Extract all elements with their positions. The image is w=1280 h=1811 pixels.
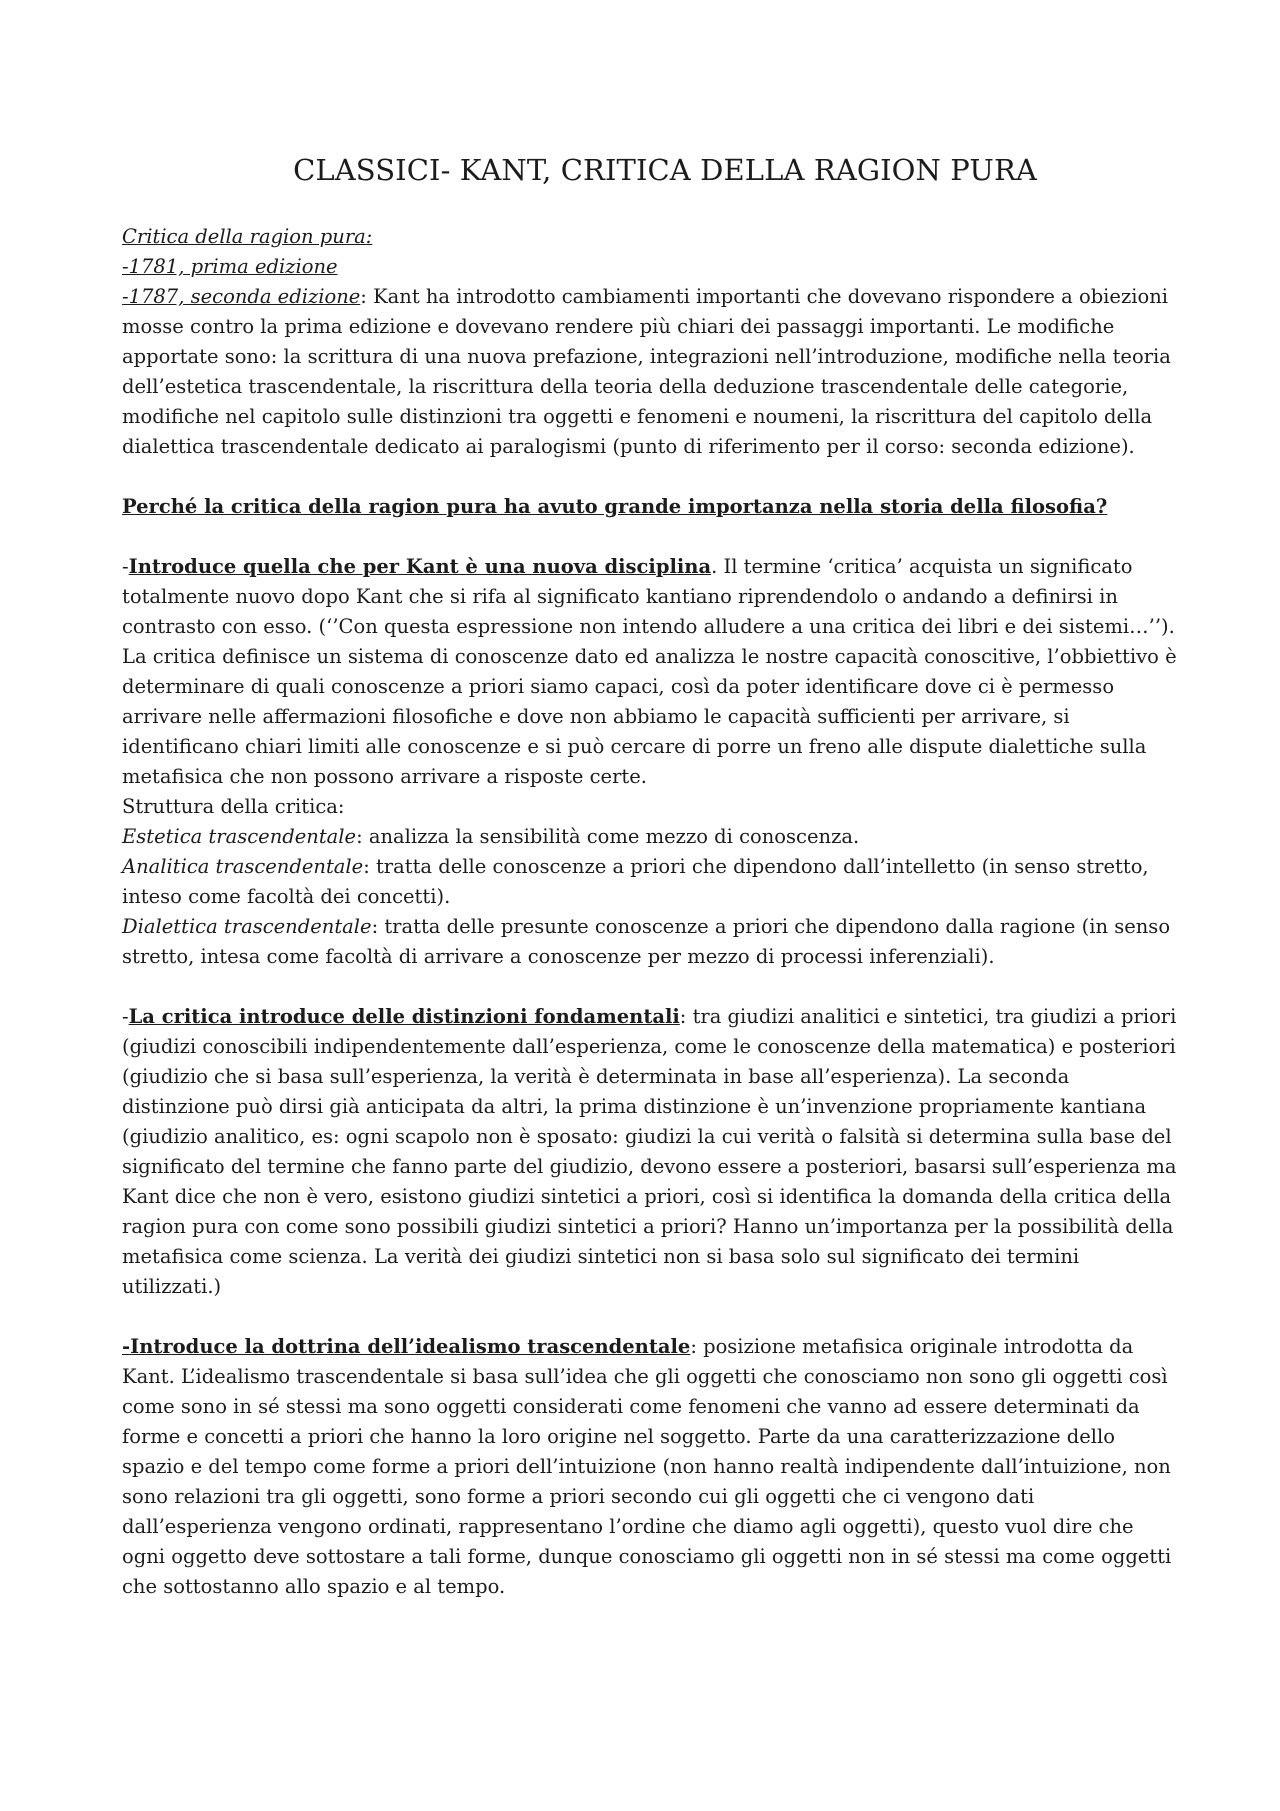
structure-item-term: Analitica trascendentale [122, 855, 364, 878]
section-distinctions [122, 1002, 1180, 1302]
section-dash: - [122, 555, 129, 578]
structure-item-term: Dialettica trascendentale [122, 915, 372, 938]
intro-block [122, 222, 1180, 462]
structure-item-desc: : analizza la sensibilità come mezzo di conoscenza. [356, 825, 860, 848]
section-dash: - [122, 1005, 129, 1028]
main-question [122, 492, 1180, 522]
second-edition-text: : Kant ha introdotto cambiamenti importanti che dovevano rispondere a obiezioni mosse contro la prima edizione e dovevano rendere più chiari dei passaggi importanti. Le modifiche apportate sono: la scrittura di una nuova prefazione, integrazioni nell’introduzione, modifiche nella teoria dell’estetica trascendentale, la riscrittura della teoria della deduzione trascendentale delle categorie, modifiche nel capitolo sulle distinzioni tra oggetti e fenomeni e noumeni, la riscrittura del capitolo della dialettica trascendentale dedicato ai paralogismi (punto di riferimento per il corso: seconda edizione). [122, 285, 1171, 458]
intro-heading: Critica della ragion pura: [122, 225, 373, 248]
section-distinctions-text: : tra giudizi analitici e sintetici, tra giudizi a priori (giudizi conoscibili indipendentemente dall’esperienza, come le conoscenze della matematica) e posteriori (giudizio che si basa sull’esperienza, la verità è determinata in base all’esperienza). La seconda distinzione può dirsi già anticipata da altri, la prima distinzione è un’invenzione propriamente kantiana (giudizio analitico, es: ogni scapolo non è sposato: giudizi la cui verità o falsità si determina sulla base del significato del termine che fanno parte del giudizio, devono essere a posteriori, basarsi sull’esperienza ma Kant dice che non è vero, esistono giudizi sintetici a priori, così si identifica la domanda della critica della ragion pura con come sono possibili giudizi sintetici a priori? Hanno un’importanza per la possibilità della metafisica come scienza. La verità dei giudizi sintetici non si basa solo sul significato dei termini utilizzati.) [122, 1005, 1177, 1298]
structure-item-dialettica [122, 912, 1180, 972]
structure-item-term: Estetica trascendentale [122, 825, 357, 848]
section-new-discipline-paragraph [122, 552, 1180, 792]
section-idealism-paragraph [122, 1332, 1180, 1602]
structure-item-analitica [122, 852, 1180, 912]
page-title: CLASSICI- KANT, CRITICA DELLA RAGION PURA [293, 153, 1037, 187]
structure-label: Struttura della critica: [122, 795, 345, 818]
section-distinctions-paragraph [122, 1002, 1180, 1302]
section-idealism [122, 1332, 1180, 1602]
section-distinctions-heading: La critica introduce delle distinzioni fondamentali [128, 1005, 680, 1028]
section-idealism-heading: -Introduce la dottrina dell’idealismo trascendentale [122, 1335, 691, 1358]
structure-item-desc: : tratta delle presunte conoscenze a priori che dipendono dalla ragione (in senso stretto, intesa come facoltà di arrivare a conoscenze per mezzo di processi inferenziali). [122, 915, 1171, 968]
structure-item-desc: : tratta delle conoscenze a priori che dipendono dall’intelletto (in senso stretto, inteso come facoltà dei concetti). [122, 855, 1149, 908]
section-new-discipline-heading: Introduce quella che per Kant è una nuova disciplina [128, 555, 712, 578]
section-new-discipline-text: . Il termine ‘critica’ acquista un significato totalmente nuovo dopo Kant che si rifa al significato kantiano riprendendolo o andando a definirsi in contrasto con esso. (‘’Con questa espressione non intendo alludere a una critica dei libri e dei sistemi…’’). La critica definisce un sistema di conoscenze dato ed analizza le nostre capacità conoscitive, l’obbiettivo è determinare di quali conoscenze a priori siamo capaci, così da poter identificare dove ci è permesso arrivare nelle affermazioni filosofiche e dove non abbiamo le capacità sufficienti per arrivare, si identificano chiari limiti alle conoscenze e si può cercare di porre un freno alle dispute dialettiche sulla metafisica che non possono arrivare a risposte certe. [122, 555, 1177, 788]
section-idealism-text: : posizione metafisica originale introdotta da Kant. L’idealismo trascendentale si basa sull’idea che gli oggetti che conosciamo non sono gli oggetti così come sono in sé stessi ma sono oggetti considerati come fenomeni che vanno ad essere determinati da forme e concetti a priori che hanno la loro origine nel soggetto. Parte da una caratterizzazione dello spazio e del tempo come forme a priori dell’intuizione (non hanno realtà indipendente dall’intuizione, non sono relazioni tra gli oggetti, sono forme a priori secondo cui gli oggetti che ci vengono dati dall’esperienza vengono ordinati, rappresentano l’ordine che diamo agli oggetti), questo vuol dire che ogni oggetto deve sottostare a tali forme, dunque conosciamo gli oggetti non in sé stessi ma come oggetti che sottostanno allo spazio e al tempo. [122, 1335, 1172, 1598]
structure-item-estetica [122, 822, 1180, 852]
second-edition-paragraph [122, 282, 1180, 462]
second-edition-label: -1787, seconda edizione [122, 285, 361, 308]
first-edition-line: -1781, prima edizione [122, 255, 338, 278]
section-new-discipline [122, 552, 1180, 972]
main-question-text: Perché la critica della ragion pura ha avuto grande importanza nella storia della filosofia? [122, 495, 1108, 518]
